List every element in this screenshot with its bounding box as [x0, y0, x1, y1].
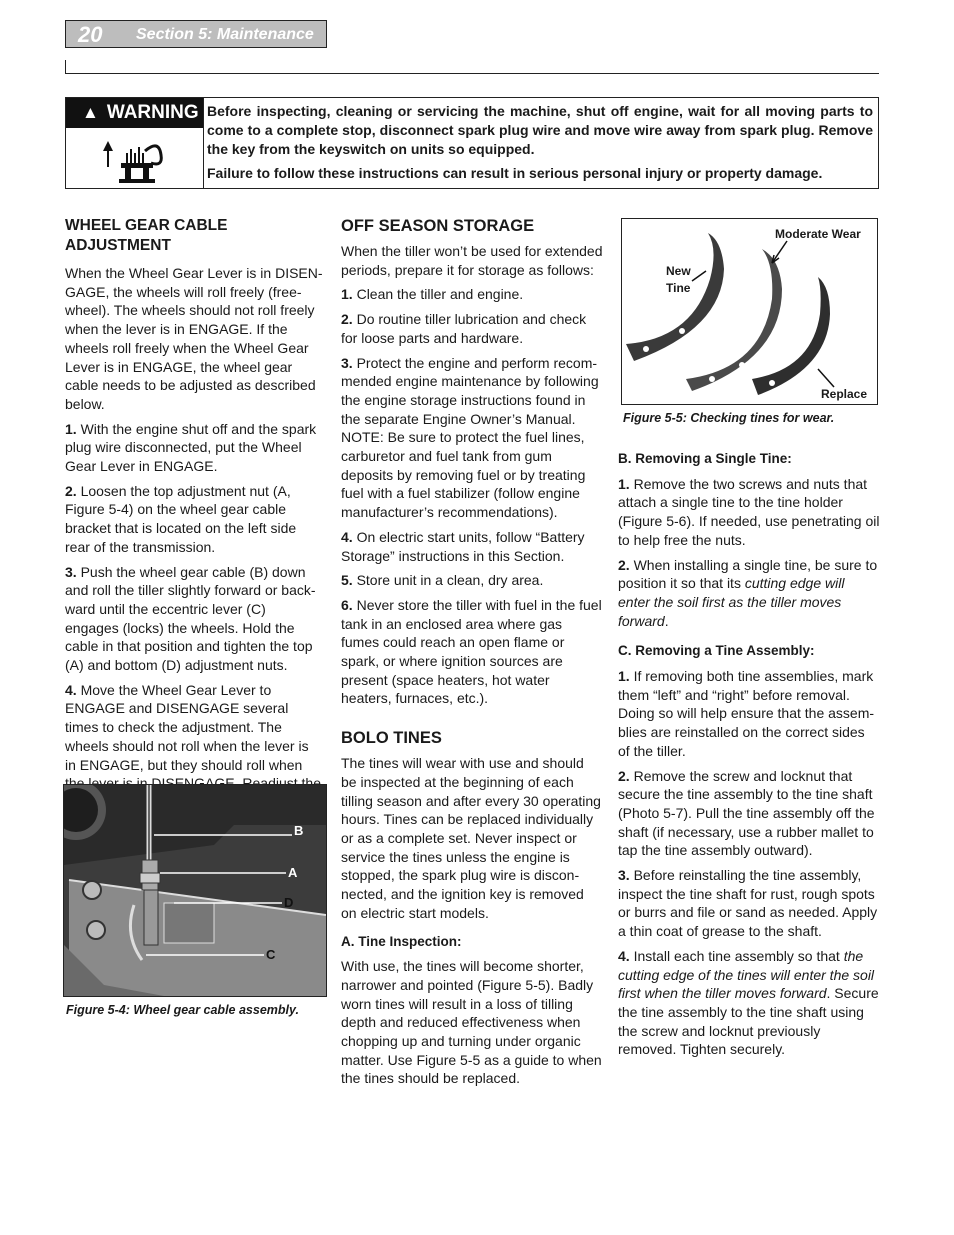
figure-5-4-caption: Figure 5-4: Wheel gear cable assembly.	[66, 1003, 299, 1017]
figure-5-5-caption: Figure 5-5: Checking tines for wear.	[623, 411, 835, 425]
heading-wheel-gear: WHEEL GEAR CABLE ADJUSTMENT	[65, 217, 228, 254]
storage-step: 4. On electric start units, follow “Battery Storage” instructions in this Section.	[341, 528, 585, 564]
warning-text-1: Before inspecting, cleaning or servicing the machine, shut off engine, wait for all moving parts to come to a complete stop, disconnect spark plug wire and move wire away from spark plug. Remove the key from the keyswitch on units so equipped.	[207, 103, 873, 157]
tine-assembly-step: 1. If removing both tine assemblies, mark them “left” and “right” before removal. Doing so will help ensure that the assem-blies are reinstalled on the correct sides of the tiller.	[618, 668, 875, 759]
warning-text	[207, 102, 873, 188]
warning-bar	[66, 98, 203, 128]
wheel-gear-step: 4. Move the Wheel Gear Lever to ENGAGE and DISENGAGE several times to check the adjustment. The wheels should not roll when the lever is in ENGAGE, but they should roll when	[65, 681, 309, 773]
figure-label-a: A	[288, 865, 298, 880]
figure-label-b: B	[294, 823, 304, 838]
label-replace: Replace	[821, 387, 868, 401]
figure-5-4	[63, 784, 327, 997]
header-tick	[65, 60, 66, 74]
section-header	[65, 20, 327, 48]
figure-label-d: D	[284, 895, 294, 910]
warning-label: WARNING	[106, 102, 199, 123]
warning-text-2: Failure to follow these instructions can result in serious personal injury or property damage.	[207, 165, 823, 181]
wheel-gear-step: 2. Loosen the top adjustment nut (A, Figure 5-4) on the wheel gear cable bracket that is located on the left side rear of the transmission.	[65, 482, 297, 555]
column-3	[618, 450, 880, 1065]
storage-intro: When the tiller won’t be used for extended periods, prepare it for storage as follows:	[341, 243, 603, 278]
storage-step: 3. Protect the engine and perform recom-mended engine maintenance by following the engine storage instructions found in the separate Engine Owner’s Manual. NOTE: Be sure to protect the fuel lines, carburetor and fuel tank from gum deposits by removing fuel or by treating fuel with a fuel stabilizer (follow engine manufacturer’s recommendations).	[341, 354, 599, 521]
single-tine-step: 2. When installing a single tine, be sure to position it so that its cutting edge will enter the soil first as the tiller moves forward.	[618, 556, 878, 629]
wheel-gear-step: 3. Push the wheel gear cable (B) down and roll the tiller slightly forward or back-ward until the eccentric lever (C) engages (locks) the wheels. Hold the cable in that position and tighten the top (A) and bottom (D) adjustment nuts.	[65, 563, 316, 674]
tine-wear-photo	[622, 219, 877, 404]
warning-label-panel	[66, 98, 204, 188]
label-moderate-wear: Moderate Wear	[775, 227, 861, 241]
header-rule	[65, 73, 879, 74]
storage-step: 2. Do routine tiller lubrication and check for loose parts and hardware.	[341, 311, 587, 346]
tine-assembly-heading: C. Removing a Tine Assembly:	[618, 643, 815, 659]
wheel-gear-cable-photo	[64, 785, 326, 996]
storage-step: 1. Clean the tiller and engine.	[341, 286, 524, 303]
tine-assembly-step: 3. Before reinstalling the tine assembly, inspect the tine shaft for rust, rough spots or burrs and file or sand as needed. Apply a thin coat of grease to the shaft.	[618, 867, 878, 940]
column-1	[65, 216, 323, 818]
bolo-intro: The tines will wear with use and should be inspected at the beginning of each tilling season and after every 30 operating hours. Tines can be replaced individually or as a complete set. Never inspect or service the tines unless the engine is stopped, the spark plug wire is discon-nected, and the ignition key is removed on electric start models.	[341, 755, 601, 921]
heading-off-season: OFF SEASON STORAGE	[341, 217, 535, 235]
tine-inspection-text: With use, the tines will become shorter, narrower and pointed (Figure 5-5). Badly worn tines will result in a loss of tilling depth and reduced effectiveness when chopping up and turning under organic matter. Use Figure 5-5 as a guide to when the tines should be replaced.	[341, 958, 602, 1087]
heading-bolo-tines: BOLO TINES	[341, 729, 442, 748]
tine-assembly-step: 4. Install each tine assembly so that the cutting edge of the tines will enter the soil first when the tiller moves forward. Secure the tine assembly to the tine shaft using the screw and locknut previously removed. Tighten securely.	[618, 947, 879, 1058]
spark-plug-disconnect-icon	[101, 133, 171, 185]
wheel-gear-intro: When the Wheel Gear Lever is in DISEN-GAGE, the wheels will roll freely (free-wheel). The wheels should not roll freely when the lever is in ENGAGE. If the wheels roll freely when the Wheel Gear Lever is in ENGAGE, the wheel gear cable needs to be adjusted as described below.	[65, 265, 323, 412]
page-number: 20	[78, 22, 103, 47]
storage-step: 5. Store unit in a clean, dry area.	[341, 572, 544, 589]
tine-inspection-heading: A. Tine Inspection:	[341, 933, 462, 949]
figure-label-c: C	[266, 947, 276, 962]
label-tine: Tine	[666, 281, 691, 295]
warning-triangle-icon: ▲	[82, 103, 99, 122]
column-2	[341, 216, 603, 1094]
label-new: New	[666, 264, 691, 278]
wheel-gear-step: 1. With the engine shut off and the spark plug wire disconnected, put the Wheel Gear Lever in ENGAGE.	[65, 420, 317, 475]
storage-step: 6. Never store the tiller with fuel in the fuel tank in an enclosed area where gas fumes could reach an open flame or spark, or where ignition sources are present (space heaters, hot water heaters, furnaces, etc.).	[341, 596, 602, 707]
section-title: Section 5: Maintenance	[136, 26, 314, 43]
single-tine-heading: B. Removing a Single Tine:	[618, 451, 792, 466]
warning-box	[65, 97, 879, 189]
tine-assembly-step: 2. Remove the screw and locknut that secure the tine assembly to the tine shaft (Photo 5-7). Pull the tine assembly off the shaft (if necessary, use a rubber mallet to tap the tine assembly outward).	[618, 767, 875, 859]
single-tine-step: 1. Remove the two screws and nuts that attach a single tine to the tine holder (Figure 5-6). If needed, use penetrating oil to help free the nuts.	[618, 475, 880, 548]
figure-5-5	[621, 218, 878, 405]
